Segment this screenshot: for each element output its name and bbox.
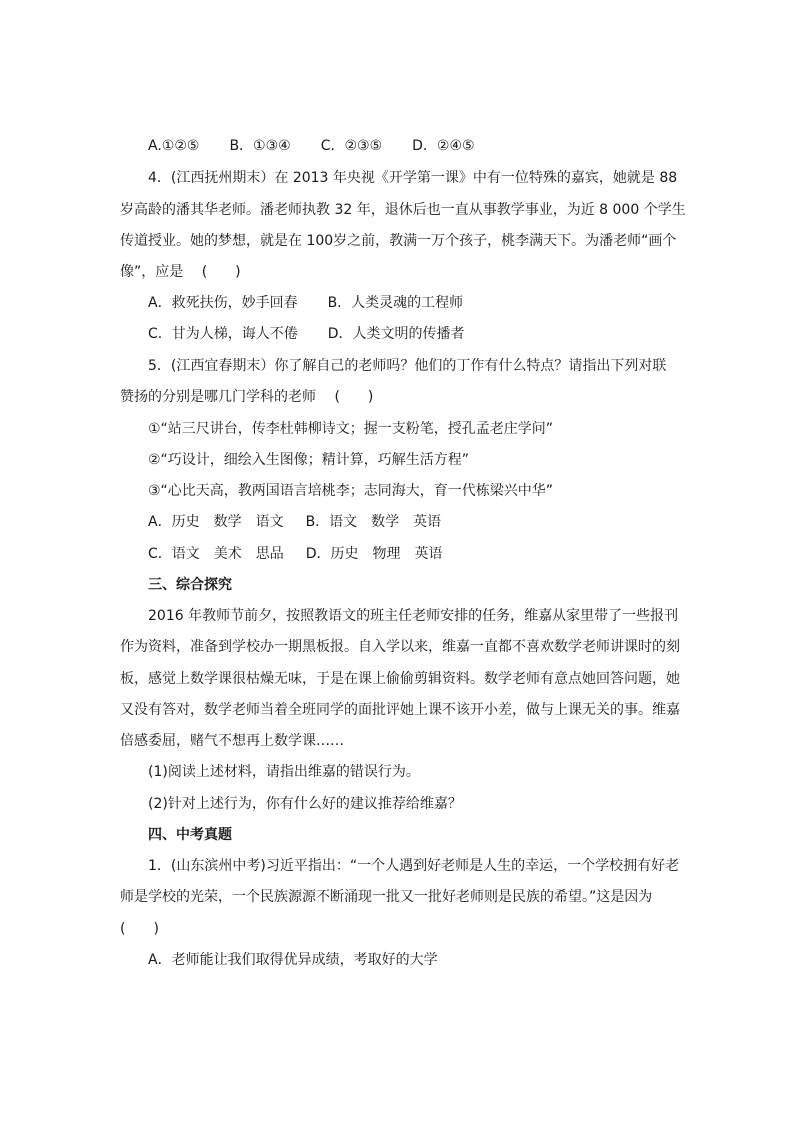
question-5-line-1: 5．(江西宜春期末）你了解自己的老师吗？他们的丁作有什么特点？请指出下列对联 (148, 358, 667, 374)
question-4-options-row-2 (148, 325, 708, 343)
question-4-line-3: 传道授业。她的梦想，就是在 100岁之前，教满一万个孩子，桃李满天下。为潘老师“画个 (120, 233, 677, 249)
question-5-line-2: 赞扬的分别是哪几门学科的老师 ( ) (120, 389, 374, 405)
section-4-q1-option-a: A．老师能让我们取得优异成绩，考取好的大学 (148, 952, 438, 968)
question-4-line-1: 4．(江西抚州期末）在 2013 年央视《开学第一课》中有一位特殊的嘉宾，她就是 88 (148, 170, 678, 186)
option-a: A．救死扶伤，妙手回春 (148, 295, 298, 311)
section-3-subquestion-2: (2)针对上述行为，你有什么好的建议推荐给维嘉？ (148, 796, 462, 812)
section-3-para-line-3: 板，感觉上数学课很枯燥无味，于是在课上偷偷剪辑资料。数学老师有意点她回答问题，她 (120, 671, 680, 687)
option-b: B．语文 数学 英语 (305, 514, 442, 530)
option-d: D．历史 物理 英语 (305, 546, 443, 562)
section-3-para-line-1: 2016 年教师节前夕，按照教语文的班主任老师安排的任务，维嘉从家里带了一些报刊 (148, 608, 679, 624)
option-c: C．语文 美术 思品 (148, 546, 284, 562)
option-a: A．历史 数学 语文 (148, 514, 284, 530)
option-a: A.①②⑤ (148, 138, 200, 154)
section-3-subquestion-1: (1)阅读上述材料，请指出维嘉的错误行为。 (148, 764, 420, 780)
section-3-heading: 三、综合探究 (148, 577, 232, 593)
section-3-para-line-4: 又没有答对，数学老师当着全班同学的面批评她上课不该开小差，做与上课无关的事。维嘉 (120, 702, 680, 718)
question-5-options-row-1 (148, 513, 708, 531)
option-d: D．人类文明的传播者 (327, 326, 465, 342)
option-d: D．②④⑤ (412, 138, 475, 154)
couplet-1: ①“站三尺讲台，传李杜韩柳诗文；握一支粉笔，授孔孟老庄学问” (148, 421, 554, 437)
section-4-q1-line-1: 1．(山东滨州中考)习近平指出：“一个人遇到好老师是人生的幸运，一个学校拥有好老 (148, 858, 680, 874)
question-3-options (148, 137, 708, 155)
option-c: C．甘为人梯，诲人不倦 (148, 326, 298, 342)
section-4-heading: 四、中考真题 (148, 827, 232, 843)
option-b: B．①③④ (229, 138, 291, 154)
section-4-q1-line-2: 师是学校的光荣，一个民族源源不断涌现一批又一批好老师则是民族的希望。”这是因为 (120, 889, 653, 905)
question-5-options-row-2 (148, 545, 708, 563)
option-c: C．②③⑤ (320, 138, 383, 154)
question-4-options-row-1 (148, 294, 708, 312)
couplet-2: ②“巧设计，细绘入生图像；精计算，巧解生活方程” (148, 452, 470, 468)
question-4-line-4: 像”，应是 ( ) (120, 264, 241, 280)
section-3-para-line-5: 倍感委屈，赌气不想再上数学课…… (120, 733, 344, 749)
question-4-line-2: 岁高龄的潘其华老师。潘老师执教 32 年，退休后也一直从事教学事业，为近 8 000 个学生 (120, 202, 686, 218)
option-b: B．人类灵魂的工程师 (327, 295, 464, 311)
section-4-q1-line-3: ( ) (120, 921, 159, 937)
section-3-para-line-2: 作为资料，准备到学校办一期黑板报。自入学以来，维嘉一直都不喜欢数学老师讲课时的刻 (120, 639, 680, 655)
couplet-3: ③“心比天高，教两国语言培桃李；志同海大，育一代栋梁兴中华” (148, 483, 554, 499)
